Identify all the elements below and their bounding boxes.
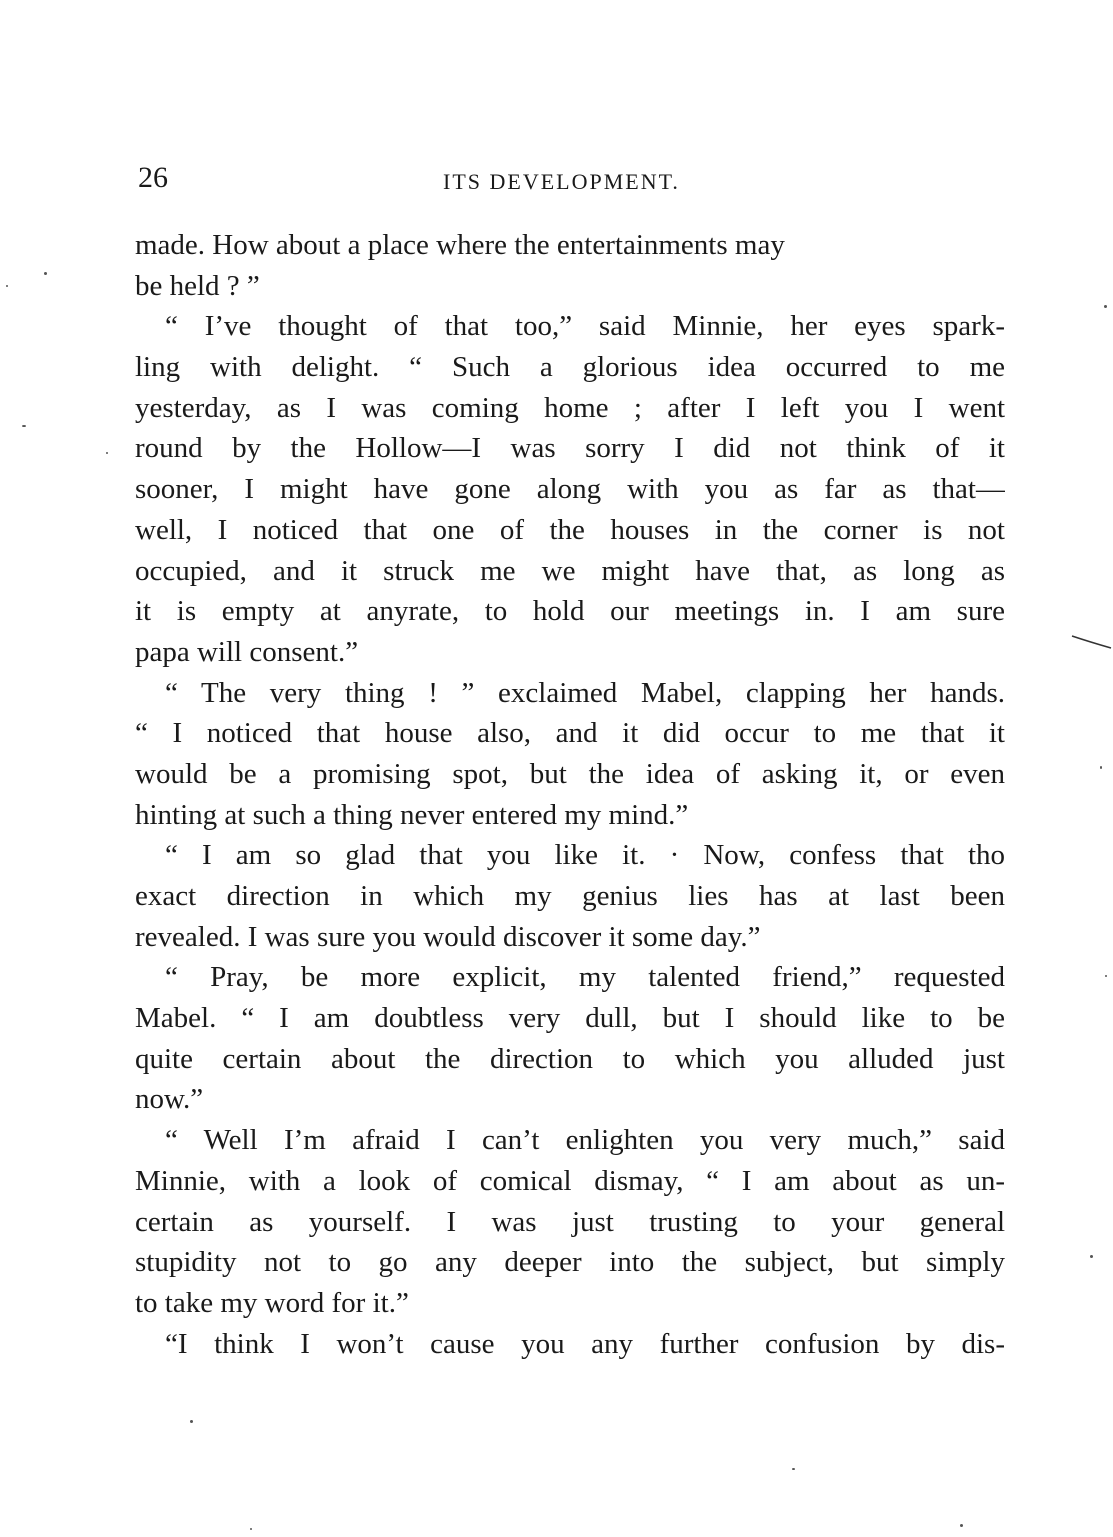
text-line: certain as yourself. I was just trusting to your general: [135, 1205, 1005, 1238]
text-line: “ The very thing ! ” exclaimed Mabel, clapping her hands.: [165, 676, 1005, 709]
text-line: it is empty at anyrate, to hold our meetings in. I am sure: [135, 595, 1005, 628]
scan-speck: [792, 1468, 795, 1470]
text-line: “ Well I’m afraid I can’t enlighten you very much,” said: [165, 1124, 1005, 1157]
text-line: made. How about a place where the entertainments may: [135, 229, 785, 261]
page-number: 26: [138, 161, 168, 194]
text-line: exact direction in which my genius lies has at last been: [135, 880, 1005, 912]
text-line: “ I’ve thought of that too,” said Minnie, her eyes spark-: [165, 310, 1005, 343]
scan-speck: [1104, 305, 1107, 308]
text-line: “I think I won’t cause you any further confusion by dis-: [165, 1327, 1005, 1360]
text-line: to take my word for it.”: [135, 1286, 409, 1319]
text-line: ling with delight. “ Such a glorious idea occurred to me: [135, 351, 1005, 384]
text-line: hinting at such a thing never entered my mind.”: [135, 798, 689, 831]
scan-speck: [22, 425, 26, 427]
body-text: [135, 225, 1005, 1364]
scan-speck: [960, 1524, 963, 1527]
scan-speck: [250, 1528, 252, 1530]
text-line: “ Pray, be more explicit, my talented friend,” requested: [165, 961, 1005, 994]
scan-speck: [6, 285, 8, 287]
text-line: papa will consent.”: [135, 635, 359, 668]
text-line: be held ? ”: [135, 269, 260, 302]
text-line: round by the Hollow—I was sorry I did not think of it: [135, 432, 1005, 465]
scan-speck: [44, 272, 47, 275]
scan-speck: [1100, 766, 1102, 769]
scan-speck: [1090, 1255, 1093, 1258]
running-head: ITS DEVELOPMENT.: [443, 169, 680, 194]
text-line: “ I am so glad that you like it. · Now, confess that tho: [165, 839, 1005, 872]
scan-speck: [1105, 975, 1107, 977]
scan-speck: [106, 452, 108, 454]
page-header: [138, 158, 1008, 198]
text-line: yesterday, as I was coming home ; after I left you I went: [135, 391, 1005, 424]
text-line: Minnie, with a look of comical dismay, “ I am about as un-: [135, 1164, 1005, 1197]
text-line: “ I noticed that house also, and it did occur to me that it: [135, 717, 1005, 750]
text-line: well, I noticed that one of the houses in the corner is not: [135, 513, 1005, 546]
text-line: stupidity not to go any deeper into the subject, but simply: [135, 1246, 1005, 1279]
text-line: would be a promising spot, but the idea of asking it, or even: [135, 757, 1005, 790]
text-line: revealed. I was sure you would discover it some day.”: [135, 920, 761, 953]
text-line: occupied, and it struck me we might have that, as long as: [135, 554, 1005, 587]
text-line: quite certain about the direction to which you alluded just: [135, 1042, 1005, 1075]
scan-speck: [190, 1420, 193, 1423]
text-line: Mabel. “ I am doubtless very dull, but I should like to be: [135, 1002, 1005, 1035]
text-line: now.”: [135, 1083, 204, 1116]
scan-mark: [1070, 632, 1113, 652]
text-line: sooner, I might have gone along with you as far as that—: [135, 473, 1005, 506]
